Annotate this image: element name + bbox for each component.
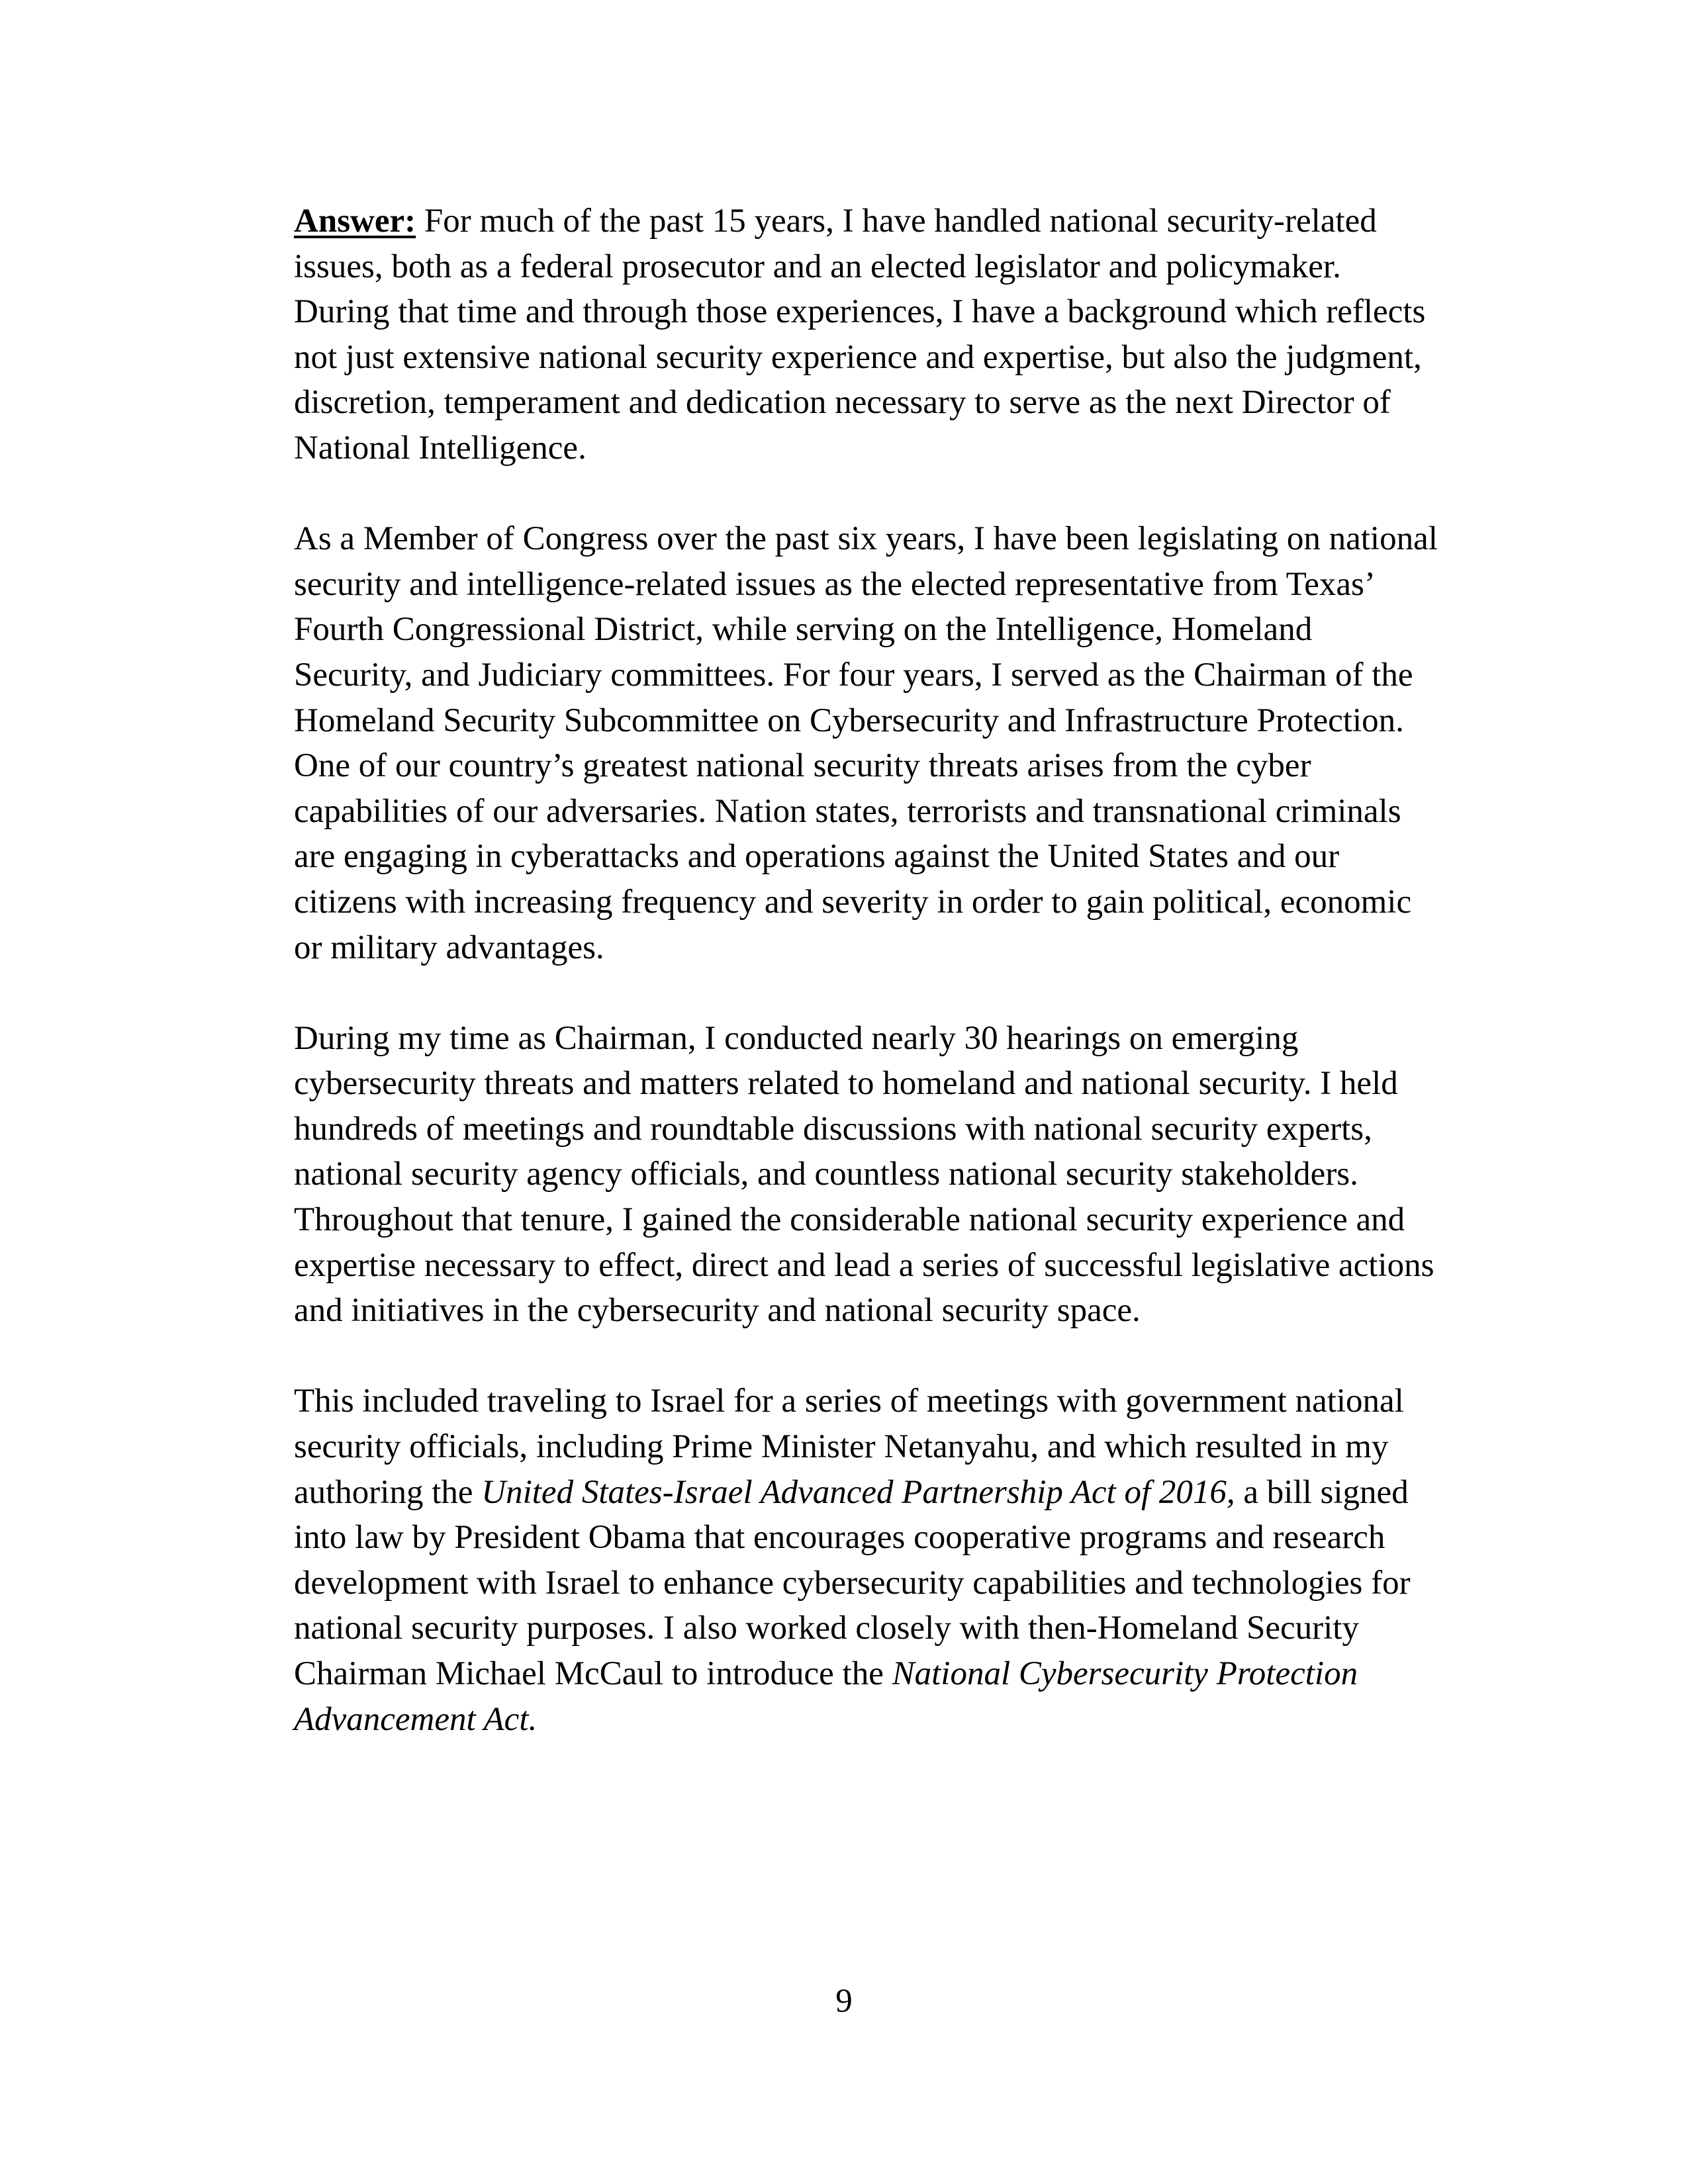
israel-text-1: This included traveling to Israel for a series of meetings with government national security officials, including Prime Minister Netanyahu, and which resulted in my authoring the [294, 1383, 1404, 1511]
document-body [294, 199, 1439, 1788]
answer-text: For much of the past 15 years, I have handled national security-related issues, both as a federal prosecutor and an elected legislator and policymaker. During that time and through those experiences, I have a background which reflects not just extensive national security experience and expertise, but also the judgment, discretion, temperament and dedication necessary to serve as the next Director of National Intelligence. [294, 203, 1426, 467]
paragraph-israel [294, 1379, 1439, 1742]
paragraph-answer [294, 199, 1439, 471]
act-title-ncpaa: National Cybersecurity Protection Advancement Act. [294, 1655, 1358, 1738]
act-title-us-israel: United States-Israel Advanced Partnership Act of 2016, [481, 1473, 1235, 1511]
answer-label: Answer: [294, 203, 416, 240]
page-number: 9 [835, 1983, 853, 2020]
paragraph-chairman: During my time as Chairman, I conducted nearly 30 hearings on emerging cybersecurity threats and matters related to homeland and national security. I held hundreds of meetings and roundtable discussions with national security experts, national security agency officials, and countless national security stakeholders. Throughout that tenure, I gained the considerable national security experience and expertise necessary to effect, direct and lead a series of successful legislative actions and initiatives in the cybersecurity and national security space. [294, 1019, 1434, 1330]
israel-text-2: a bill signed into law by President Obama that encourages cooperative programs and research development with Israel to enhance cybersecurity capabilities and technologies for national security purposes. I also worked closely with then-Homeland Security Chairman Michael McCaul to introduce the [294, 1473, 1411, 1692]
paragraph-congress: As a Member of Congress over the past six years, I have been legislating on national security and intelligence-related issues as the elected representative from Texas’ Fourth Congressional District, while serving on the Intelligence, Homeland Security, and Judiciary committees. For four years, I served as the Chairman of the Homeland Security Subcommittee on Cybersecurity and Infrastructure Protection. One of our country’s greatest national security threats arises from the cyber capabilities of our adversaries. Nation states, terrorists and transnational criminals are engaging in cyberattacks and operations against the United States and our citizens with increasing frequency and severity in order to gain political, economic or military advantages. [294, 520, 1438, 966]
